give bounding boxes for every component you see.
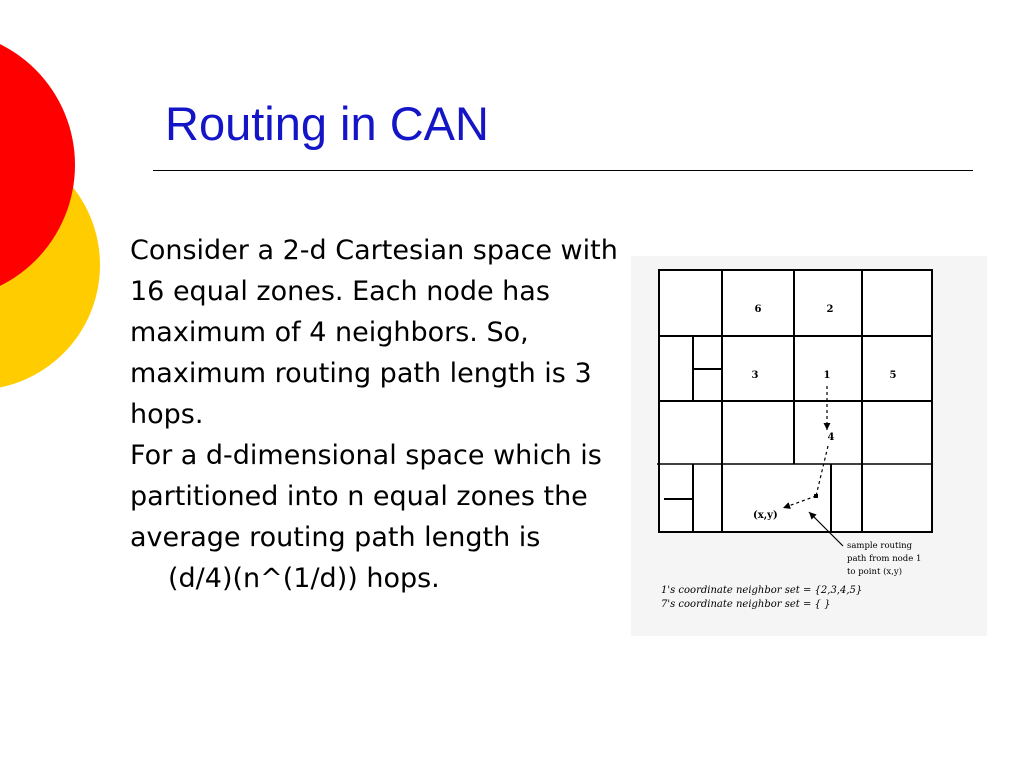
slide-body <box>130 230 630 599</box>
point-xy-label: (x,y) <box>753 510 778 521</box>
paragraph-2d-space: Consider a 2-d Cartesian space with 16 equal zones. Each node has maximum of 4 neighbors. So, maximum routing path length is 3 hops. <box>130 235 618 430</box>
decorative-circles <box>0 0 110 420</box>
zone-grid <box>657 270 932 532</box>
zone-label-4: 4 <box>827 432 835 443</box>
annotation-line-3: to point (x,y) <box>847 567 903 577</box>
routing-formula: (d/4)(n^(1/d)) hops. <box>168 563 440 594</box>
zone-label-2: 2 <box>826 304 834 315</box>
zone-label-6: 6 <box>754 304 762 315</box>
paragraph-d-dimensional: For a d-dimensional space which is partitioned into n equal zones the average routing path length is <box>130 440 602 553</box>
zone-label-5: 5 <box>889 370 897 381</box>
title-divider <box>153 170 973 171</box>
zone-label-3: 3 <box>751 370 759 381</box>
neighbor-set-node-7: 7's coordinate neighbor set = { } <box>661 599 831 610</box>
route-waypoint <box>814 494 818 498</box>
slide-title: Routing in CAN <box>165 97 489 150</box>
annotation-line-2: path from node 1 <box>847 554 922 564</box>
annotation-line-1: sample routing <box>847 541 913 551</box>
zone-label-1: 1 <box>823 370 831 381</box>
neighbor-set-node-1: 1's coordinate neighbor set = {2,3,4,5} <box>661 585 863 596</box>
can-routing-figure <box>631 256 987 636</box>
